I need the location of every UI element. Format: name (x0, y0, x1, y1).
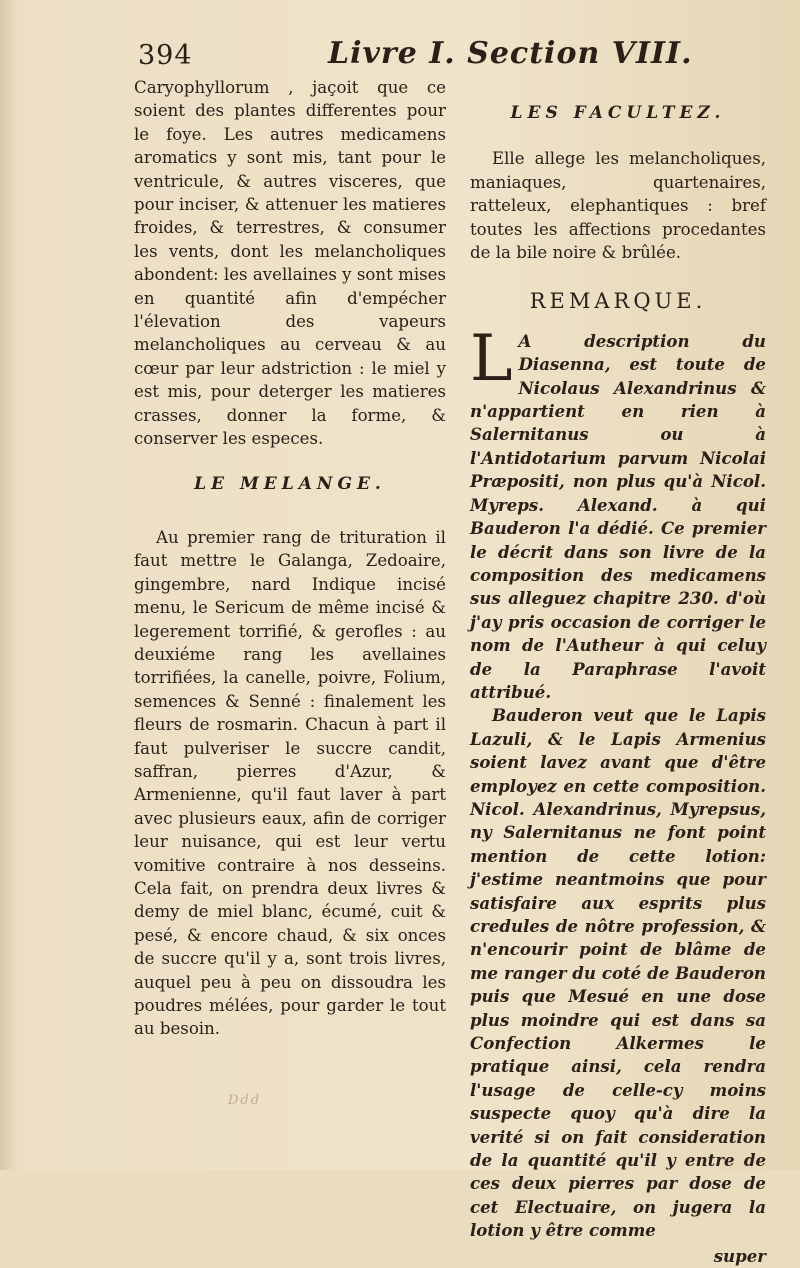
signature-mark: Ddd (228, 1093, 262, 1108)
drop-cap-letter: L (470, 321, 513, 396)
catchword: super (713, 1245, 766, 1266)
right-column (470, 76, 766, 1268)
right-paragraph-2 (470, 321, 766, 705)
left-column (134, 76, 446, 1041)
page-number: 394 (138, 40, 193, 71)
right-paragraph-1: Elle allege les melancholiques, maniaques, quartenaires, ratteleux, elephantiques : bref toutes les affections procedantes de la bile noire & brûlée. (470, 149, 766, 263)
left-paragraph-1: Caryophyllorum , jaçoit que ce soient des plantes differentes pour le foye. Les autres medicamens aromatics y sont mis, tant pour le ventricule, & autres visceres, que pour inciser, & attenuer les matieres froides, & terrestres, & consumer les vents, dont les melancholiques abondent: les avellaines y sont mises en quantité afin d'empécher l'élevation des vapeurs melancholiques au cerveau & au cœur par leur adstriction : le miel y est mis, pour deterger les matieres crasses, donner la forme, & conserver les especes. (134, 78, 446, 449)
section-heading-remarque: REMARQUE. (529, 289, 707, 314)
remarque-text: A description du Diasenna, est toute de Nicolaus Alexandrinus & n'appartient en rien à Salernitanus ou à l'Antidotarium parvum Nicolai Præpositi, non plus qu'à Nicol. Myreps. Alexand. à qui Bauderon l'a dédié. Ce premier le décrit dans son livre de la composition des medicamens sus alleguez chapitre 230. d'où j'ay pris occasion de corriger le nom de l'Autheur à qui celuy de la Paraphrase l'avoit attribué. (470, 330, 766, 702)
page-header (130, 30, 770, 74)
section-heading-melange: LE MELANGE. (194, 473, 386, 494)
right-paragraph-3: Bauderon veut que le Lapis Lazuli, & le Lapis Armenius soient lavez avant que d'être employez en cette composition. Nicol. Alexandrinus, Myrepsus, ny Salernitanus ne font point mention de cette lotion: j'estime neantmoins que pour satisfaire aux esprits plus credules de nôtre profession, & n'encourir point de blâme de me ranger du coté de Bauderon puis que Mesué en une dose plus moindre qui est dans sa Confection Alkermes le pratique ainsi, cela rendra l'usage de celle-cy moins suspecte quoy qu'à dire la verité si on fait consideration de la quantité qu'il y entre de ces deux pierres par dose de cet Electuaire, on jugera la lotion y être comme (470, 705, 766, 1241)
running-head: Livre I. Section VIII. (328, 36, 693, 71)
left-paragraph-2: Au premier rang de trituration il faut mettre le Galanga, Zedoaire, gingembre, nard Indique incisé menu, le Sericum de même incisé & legerement torrifié, & gerofles : au deuxiéme rang les avellaines torrifiées, la canelle, poivre, Folium, semences & Senné : finalement les fleurs de rosmarin. Chacun à part il faut pulveriser le succre candit, saffran, pierres d'Azur, & Armenienne, qu'il faut laver à part avec plusieurs eaux, afin de corriger leur nuisance, qui est leur vertu vomitive contraire à nos desseins. Cela fait, on prendra deux livres & demy de miel blanc, écumé, cuit & pesé, & encore chaud, & six onces de succre qu'il y a, sont trois livres, auquel peu à peu on dissoudra les poudres mélées, pour garder le tout au besoin. (134, 527, 446, 1039)
section-heading-facultez: LES FACULTEZ. (510, 103, 726, 123)
